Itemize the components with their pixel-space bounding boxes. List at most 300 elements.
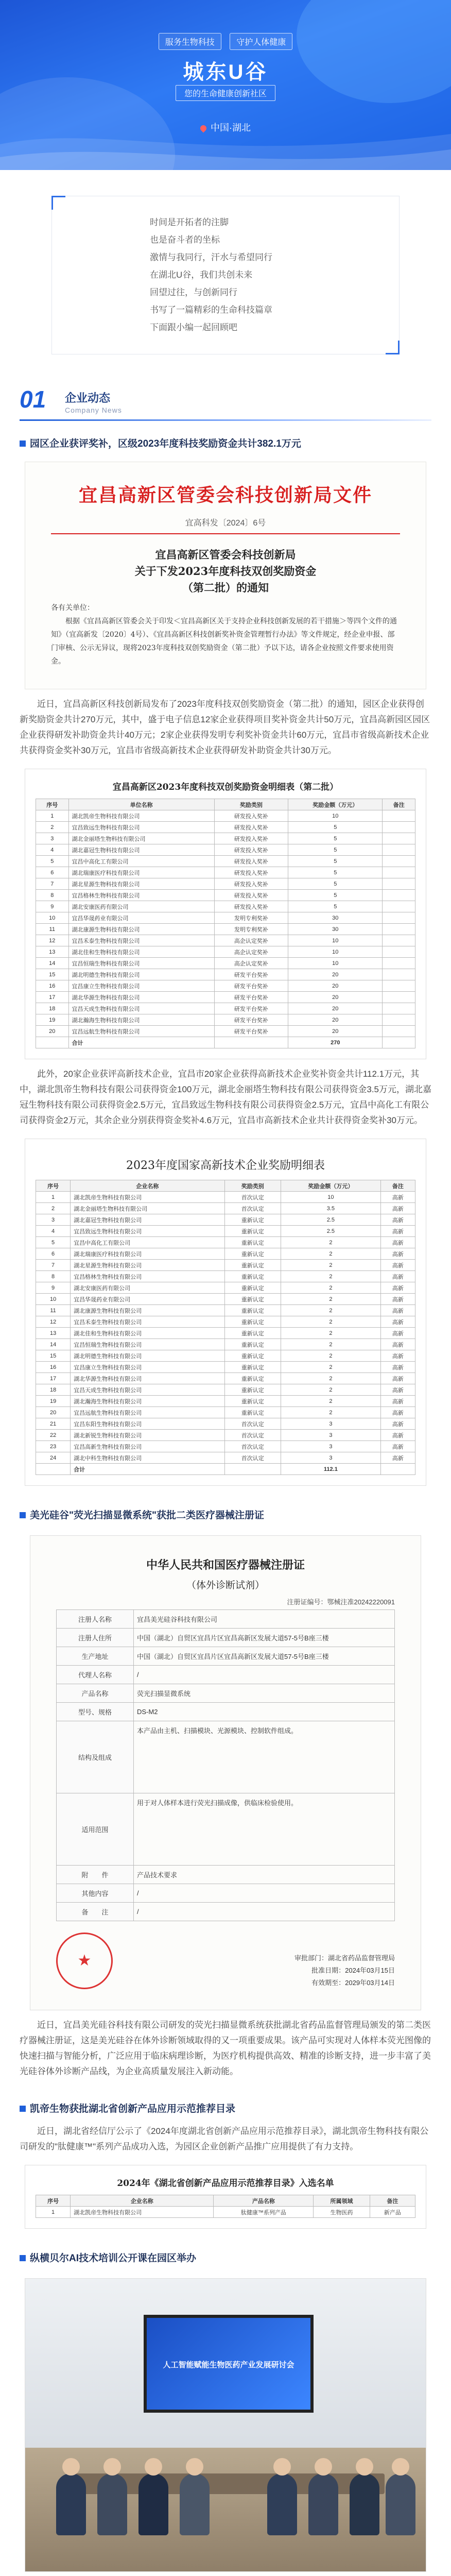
table-row [36, 1452, 415, 1464]
table-cell: 3.5 [281, 1203, 380, 1214]
table-cell: 研发投入奖补 [214, 822, 288, 833]
table-cell: 发明专利奖补 [214, 912, 288, 924]
slogan-line: 时间是开拓者的注脚 [150, 217, 229, 227]
table-row [36, 1362, 415, 1373]
table-cell: 高新 [380, 1237, 415, 1248]
table-header-cell: 序号 [36, 799, 69, 810]
table-cell: 发明专利奖补 [214, 924, 288, 935]
table-cell: 肽健康™系列产品 [214, 2207, 314, 2218]
table-cell: 5 [288, 878, 383, 890]
table-cell: 高新 [380, 1373, 415, 1384]
table-cell [380, 1464, 415, 1475]
table-cell: 湖北瑞康医疗科技有限公司 [71, 1248, 224, 1260]
table-cell: 宜昌致远生物科技有限公司 [71, 1226, 224, 1237]
table-row [36, 1396, 415, 1407]
table-cell: 重新认定 [224, 1328, 281, 1339]
table-cell: 20 [36, 1407, 71, 1418]
table-header-cell: 企业名称 [71, 2195, 214, 2207]
table-cell: 高企认定奖补 [214, 935, 288, 946]
document-red-rule [51, 533, 400, 534]
section-subtitle: Company News [65, 406, 122, 414]
table-cell: 重新认定 [224, 1396, 281, 1407]
table-row [36, 1418, 415, 1430]
table-row [36, 856, 415, 867]
table-cell [383, 1026, 415, 1037]
table-cell: 20 [288, 1026, 383, 1037]
table-cell: 2 [36, 1203, 71, 1214]
table-cell: 14 [36, 1339, 71, 1350]
table-row [36, 1373, 415, 1384]
table-cell: 19 [36, 1014, 69, 1026]
article-paragraph: 近日，湖北省经信厅公示了《2024年度湖北省创新产品应用示范推荐目录》，湖北凯帝生物科技有限公司研发的"肽健康™"系列产品成功入选，为园区企业创新产品推广应用提供了有力支持。 [20, 2126, 429, 2151]
table-cell: 湖北安康医药有限公司 [68, 901, 214, 912]
table-row [36, 878, 415, 890]
certificate-label: 备 注 [57, 1903, 134, 1921]
article-title: 纵横贝尔AI技术培训公开课在园区举办 [20, 2251, 431, 2266]
table-row [36, 1237, 415, 1248]
certificate-label: 结构及组成 [57, 1721, 134, 1793]
certificate-number: 注册证编号：鄂械注准20242220091 [287, 1598, 395, 1606]
table-header-cell: 企业名称 [71, 1180, 224, 1192]
table-row [36, 1037, 415, 1048]
table-cell: 10 [288, 810, 383, 822]
table-cell: 16 [36, 980, 69, 992]
attendee-figure [97, 2473, 127, 2535]
certificate-row [57, 1721, 395, 1793]
table-cell: 高新 [380, 1203, 415, 1214]
certificate-value: 中国（湖北）自贸区宜昌片区宜昌高新区发展大道57-5号B座三楼 [134, 1647, 395, 1666]
location: 中国·湖北 [0, 121, 451, 134]
table-cell: 首次认定 [224, 1203, 281, 1214]
certificate-table [56, 1609, 395, 1921]
certificate-row [57, 1610, 395, 1629]
table-cell: 湖北佳和生物科技有限公司 [68, 946, 214, 958]
table-cell: 湖北星源生物科技有限公司 [68, 878, 214, 890]
table-cell: 高新 [380, 1282, 415, 1294]
table-cell: 重新认定 [224, 1305, 281, 1316]
table-cell: 首次认定 [224, 1192, 281, 1203]
table-cell: 2 [281, 1373, 380, 1384]
table-header-cell: 所属领域 [314, 2195, 370, 2207]
table-cell: 重新认定 [224, 1226, 281, 1237]
table-cell: 2 [36, 822, 69, 833]
table-cell: 宜昌禾泰生物科技有限公司 [71, 1316, 224, 1328]
table-cell: 重新认定 [224, 1350, 281, 1362]
table-cell: 湖北嘉冠生物科技有限公司 [68, 844, 214, 856]
table-cell: 11 [36, 924, 69, 935]
table-cell: 高新 [380, 1430, 415, 1441]
certificate-value: 本产品由主机、扫描模块、光源模块、控制软件组成。 [134, 1721, 395, 1793]
slogan-line: 激情与我同行，汗水与希望同行 [150, 252, 272, 262]
table-cell: 17 [36, 992, 69, 1003]
table-cell: 湖北金丽塔生物科技有限公司 [71, 1203, 224, 1214]
certificate-value: 宜昌美光硅谷科技有限公司 [134, 1610, 395, 1629]
table-header-cell: 备注 [370, 2195, 415, 2207]
table-cell: 5 [288, 890, 383, 901]
table-cell: 15 [36, 969, 69, 980]
table-row [36, 1464, 415, 1475]
table-cell: 湖北明德生物科技有限公司 [71, 1350, 224, 1362]
table-cell: 湖北明德生物科技有限公司 [68, 969, 214, 980]
certificate-value: / [134, 1884, 395, 1903]
table-cell: 宜昌格林生物科技有限公司 [71, 1271, 224, 1282]
table-cell: 重新认定 [224, 1339, 281, 1350]
table-cell: 20 [288, 969, 383, 980]
table-cell: 研发投入奖补 [214, 856, 288, 867]
table-cell: 6 [36, 867, 69, 878]
table-cell: 5 [36, 856, 69, 867]
table-cell [383, 867, 415, 878]
table-cell: 5 [288, 833, 383, 844]
table-cell: 2.5 [281, 1214, 380, 1226]
slogan-line: 下面跟小编一起回顾吧 [150, 323, 237, 332]
certificate-value: / [134, 1666, 395, 1684]
table-cell: 重新认定 [224, 1384, 281, 1396]
article-title: 凯帝生物获批湖北省创新产品应用示范推荐目录 [20, 2102, 431, 2116]
brand-subtitle: 您的生命健康创新社区 [0, 85, 451, 101]
table-cell: 首次认定 [224, 1430, 281, 1441]
table-cell: 22 [36, 1430, 71, 1441]
registration-certificate [30, 1535, 421, 2010]
table-row [36, 1003, 415, 1014]
table-cell: 湖北华源生物科技有限公司 [71, 1373, 224, 1384]
table-cell: 合计 [68, 1037, 214, 1048]
table-cell: 3 [36, 1214, 71, 1226]
table-cell: 2 [281, 1237, 380, 1248]
certificate-label: 生产地址 [57, 1647, 134, 1666]
innovation-table [25, 2165, 426, 2229]
certificate-row [57, 1903, 395, 1921]
table-cell: 研发投入奖补 [214, 867, 288, 878]
table-cell: 高新 [380, 1452, 415, 1464]
table-row [36, 1305, 415, 1316]
certificate-subtitle: （体外诊断试剂） [186, 1580, 265, 1591]
certificate-row [57, 1684, 395, 1703]
document-paragraph: 根据《宜昌高新区管委会关于印发＜宜昌高新区关于支持企业科技创新发展的若干措施＞等四个文件的通知》（宜高新发〔2020〕4号）、《宜昌高新区科技创新奖补资金管理暂行办法》等文件规定，经企业申报、部门审核、公示无异议，现将2023年度科技双创奖励资金（第二批）予以下达，请各企业按照文件要求使用资金。 [51, 617, 397, 666]
table-header-cell: 奖励类别 [224, 1180, 281, 1192]
certificate-label: 注册人住所 [57, 1629, 134, 1647]
certificate-footer [56, 1933, 395, 1989]
table-cell: 15 [36, 1350, 71, 1362]
table-cell: 宜昌康立生物科技有限公司 [71, 1362, 224, 1373]
data-table [36, 1180, 415, 1475]
table-row [36, 980, 415, 992]
document-body [51, 601, 400, 668]
table-cell: 宜昌格林生物科技有限公司 [68, 890, 214, 901]
table-row [36, 2207, 415, 2218]
document-number: 宜高科发〔2024〕6号 [185, 519, 266, 528]
table-cell: 20 [288, 980, 383, 992]
table-cell: 30 [288, 924, 383, 935]
certificate-value: 产品技术要求 [134, 1866, 395, 1884]
grant-table-2 [25, 1139, 426, 1486]
document-title: 宜昌高新区管委会科技创新局 关于下发2023年度科技双创奖励资金 （第二批）的通知 [134, 548, 317, 594]
data-table [36, 799, 415, 1048]
table-row [36, 1203, 415, 1214]
table-row [36, 1014, 415, 1026]
table-cell: 2 [281, 1248, 380, 1260]
table-cell: 高新 [380, 1260, 415, 1271]
table-row [36, 1441, 415, 1452]
table-cell: 4 [36, 1226, 71, 1237]
table-row [36, 1282, 415, 1294]
table-header-row [36, 799, 415, 810]
table-cell: 研发平台奖补 [214, 969, 288, 980]
article-training [20, 2251, 431, 2576]
attendee-figure [386, 2473, 415, 2535]
table-row [36, 901, 415, 912]
certificate-label: 适用范围 [57, 1793, 134, 1866]
table-cell: 高新 [380, 1305, 415, 1316]
table-cell: 重新认定 [224, 1271, 281, 1282]
table-cell: 高新 [380, 1396, 415, 1407]
table-cell [383, 810, 415, 822]
attendee-head [273, 2458, 291, 2476]
table-row [36, 924, 415, 935]
table-row [36, 1226, 415, 1237]
table-cell: 7 [36, 1260, 71, 1271]
certificate-row [57, 1793, 395, 1866]
attendee-figure [350, 2473, 379, 2535]
table-cell: 研发投入奖补 [214, 901, 288, 912]
certificate-value: 中国（湖北）自贸区宜昌片区宜昌高新区发展大道57-5号B座三楼 [134, 1629, 395, 1647]
table-cell: 1 [36, 2207, 71, 2218]
table-cell: 24 [36, 1452, 71, 1464]
table-cell: 新产品 [370, 2207, 415, 2218]
table-cell: 高新 [380, 1441, 415, 1452]
table-row [36, 935, 415, 946]
table-header-cell: 序号 [36, 2195, 71, 2207]
table-cell: 18 [36, 1003, 69, 1014]
table-row [36, 1384, 415, 1396]
table-cell: 研发投入奖补 [214, 878, 288, 890]
table-cell [383, 969, 415, 980]
table-cell: 23 [36, 1441, 71, 1452]
table-cell: 宜昌东阳生物科技有限公司 [71, 1418, 224, 1430]
attendee-head [392, 2458, 409, 2476]
attendee-head [315, 2458, 332, 2476]
table-cell: 30 [288, 912, 383, 924]
table-cell: 首次认定 [224, 1452, 281, 1464]
table-cell: 2 [281, 1271, 380, 1282]
table-cell [383, 992, 415, 1003]
table-row [36, 810, 415, 822]
certificate-label: 产品名称 [57, 1684, 134, 1703]
table-header-cell: 备注 [380, 1180, 415, 1192]
section-number: 01 [20, 386, 46, 413]
table-cell [383, 924, 415, 935]
table-cell: 20 [36, 1026, 69, 1037]
presentation-screen [144, 2315, 314, 2413]
table-cell [383, 912, 415, 924]
table-row [36, 890, 415, 901]
table-cell: 13 [36, 946, 69, 958]
table-cell: 生物医药 [314, 2207, 370, 2218]
attendee-head [186, 2458, 203, 2476]
table-row [36, 1294, 415, 1305]
table-cell: 2 [281, 1362, 380, 1373]
table-cell: 8 [36, 890, 69, 901]
table-cell: 宜昌中高化工有限公司 [68, 856, 214, 867]
table-row [36, 992, 415, 1003]
certificate-row [57, 1884, 395, 1903]
brand-title: 城东U谷 [183, 61, 268, 83]
table-cell: 宜昌远航生物科技有限公司 [71, 1407, 224, 1418]
table-cell: 5 [288, 844, 383, 856]
table-row [36, 1430, 415, 1441]
table-cell: 湖北佳和生物科技有限公司 [71, 1328, 224, 1339]
slogan-line: 书写了一篇精彩的生命科技篇章 [150, 305, 272, 315]
training-photo [25, 2278, 426, 2572]
table-cell: 宜昌远航生物科技有限公司 [68, 1026, 214, 1037]
table-cell: 高新 [380, 1339, 415, 1350]
table-cell: 12 [36, 935, 69, 946]
certificate-row [57, 1629, 395, 1647]
table-cell: 湖北凯帝生物科技有限公司 [71, 1192, 224, 1203]
document-header: 宜昌高新区管委会科技创新局文件 [78, 484, 372, 506]
table-cell: 5 [288, 901, 383, 912]
table-cell: 高新 [380, 1407, 415, 1418]
article-grants [20, 437, 431, 1486]
table-cell: 5 [36, 1237, 71, 1248]
table-cell: 湖北康源生物科技有限公司 [71, 1305, 224, 1316]
table-header-cell: 奖励金额（万元） [281, 1180, 380, 1192]
table-cell: 研发平台奖补 [214, 1014, 288, 1026]
table-cell: 14 [36, 958, 69, 969]
table-cell [383, 958, 415, 969]
table-cell: 研发平台奖补 [214, 992, 288, 1003]
table-cell: 6 [36, 1248, 71, 1260]
table-cell: 2 [281, 1294, 380, 1305]
article-paragraph: 近日，宜昌高新区科技创新局发布了2023年度科技双创奖励资金（第二批）的通知，园区企业获得创新奖励资金共计270万元，其中，盛于电子信息12家企业获得项目奖补资金共计50万元，宜昌高新园区园区企业获得研发补助资金共计40万元；2家企业获得发明专利奖补资金共计60万元，宜昌市省级高新技术企业共获得资金奖补30万元，宜昌市省级高新技术企业获得研发补助资金共计30万元。 [20, 699, 430, 755]
table-row [36, 1339, 415, 1350]
table-caption: 2024年《湖北省创新产品应用示范推荐目录》入选名单 [117, 2178, 334, 2189]
header-banner [0, 0, 451, 170]
table-header-row [36, 1180, 415, 1192]
table-cell: 重新认定 [224, 1373, 281, 1384]
table-cell: 13 [36, 1328, 71, 1339]
table-cell: 重新认定 [224, 1260, 281, 1271]
table-cell: 5 [288, 856, 383, 867]
table-cell: 湖北华源生物科技有限公司 [68, 992, 214, 1003]
certificate-row [57, 1666, 395, 1684]
data-table [36, 2195, 415, 2218]
certificate-row [57, 1647, 395, 1666]
table-cell: 高新 [380, 1294, 415, 1305]
table-caption: 宜昌高新区2023年度科技双创奖励资金明细表（第二批） [112, 782, 339, 792]
table-cell: 湖北新锐生物科技有限公司 [71, 1430, 224, 1441]
attendee-head [145, 2458, 162, 2476]
table-cell: 宜昌康立生物科技有限公司 [68, 980, 214, 992]
section-title: 企业动态 [65, 392, 111, 404]
table-cell: 3 [281, 1452, 380, 1464]
table-cell: 重新认定 [224, 1316, 281, 1328]
table-cell: 高新 [380, 1328, 415, 1339]
table-cell: 5 [288, 867, 383, 878]
table-cell: 宜昌恒瑞生物科技有限公司 [68, 958, 214, 969]
table-cell: 湖北凯帝生物科技有限公司 [71, 2207, 214, 2218]
table-cell [383, 1037, 415, 1048]
table-row [36, 1026, 415, 1037]
table-cell: 4 [36, 844, 69, 856]
certificate-row [57, 1866, 395, 1884]
banner-tags [0, 33, 451, 50]
table-row [36, 946, 415, 958]
table-header-row [36, 2195, 415, 2207]
table-cell: 研发投入奖补 [214, 810, 288, 822]
table-cell: 重新认定 [224, 1248, 281, 1260]
table-cell: 高新 [380, 1192, 415, 1203]
screen-title: 人工智能赋能生物医药产业发展研讨会 [163, 2361, 294, 2369]
table-cell: 9 [36, 1282, 71, 1294]
table-cell [383, 1014, 415, 1026]
table-cell: 研发平台奖补 [214, 1026, 288, 1037]
official-seal-icon [56, 1933, 113, 1989]
table-cell: 高新 [380, 1362, 415, 1373]
article-paragraph: 此外，20家企业获评高新技术企业，宜昌市20家企业获得高新技术企业奖补资金共计112.1万元，其中，湖北凯帝生物科技有限公司获得资金100万元，湖北金丽塔生物科技有限公司获得资金3.5万元，湖北嘉冠生物科技有限公司获得资金2.5万元，宜昌致远生物科技有限公司获得资金2.5万元，宜昌中高化工有限公司获得资金2万元，其余企业分别获得资金奖补4.6万元，宜昌市高新技术企业共计获得资金奖补30万元。 [20, 1069, 431, 1125]
article-title: 美光硅谷"荧光扫描显微系统"获批二类医疗器械注册证 [20, 1509, 431, 1523]
table-cell: 20 [288, 1014, 383, 1026]
table-cell: 2 [281, 1339, 380, 1350]
official-document [25, 462, 426, 689]
table-cell: 高新 [380, 1248, 415, 1260]
table-row [36, 1214, 415, 1226]
table-cell: 21 [36, 1418, 71, 1430]
table-cell: 重新认定 [224, 1362, 281, 1373]
table-cell: 宜昌高新生物科技有限公司 [71, 1441, 224, 1452]
table-cell: 5 [288, 822, 383, 833]
table-cell: 湖北嘉冠生物科技有限公司 [71, 1214, 224, 1226]
location-pin-icon [199, 124, 208, 133]
table-cell: 重新认定 [224, 1407, 281, 1418]
table-cell: 湖北瀚海生物科技有限公司 [71, 1396, 224, 1407]
slogan-line: 也是奋斗者的坐标 [150, 235, 220, 245]
attendee-head [103, 2458, 121, 2476]
attendee-figure [138, 2473, 168, 2535]
table-cell: 高新 [380, 1271, 415, 1282]
table-cell [36, 1464, 71, 1475]
grant-table-1 [25, 769, 426, 1059]
table-cell: 湖北安康医药有限公司 [71, 1282, 224, 1294]
table-cell: 高新 [380, 1226, 415, 1237]
attendee-figure [56, 2473, 86, 2535]
table-cell: 2 [281, 1384, 380, 1396]
table-cell: 3 [281, 1441, 380, 1452]
table-cell: 112.1 [281, 1464, 380, 1475]
table-cell: 17 [36, 1373, 71, 1384]
certificate-title: 中华人民共和国医疗器械注册证 [146, 1558, 305, 1572]
table-header-cell: 奖励类别 [214, 799, 288, 810]
table-cell: 重新认定 [224, 1214, 281, 1226]
table-cell: 3 [281, 1430, 380, 1441]
table-cell: 高新 [380, 1384, 415, 1396]
article-certificate [20, 1509, 431, 2079]
table-cell: 宜昌恒瑞生物科技有限公司 [71, 1339, 224, 1350]
table-cell [383, 890, 415, 901]
slogan-box [51, 196, 400, 354]
table-cell: 研发平台奖补 [214, 980, 288, 992]
table-cell: 10 [36, 912, 69, 924]
table-cell: 湖北中科生物科技有限公司 [71, 1452, 224, 1464]
table-caption: 2023年度国家高新技术企业奖励明细表 [126, 1159, 325, 1172]
table-cell: 10 [288, 946, 383, 958]
article-innovation [20, 2102, 431, 2229]
document-salutation: 各有关单位： [51, 604, 94, 612]
table-header-cell: 产品名称 [214, 2195, 314, 2207]
banner-tag: 服务生物科技 [159, 33, 221, 50]
certificate-value: DS-M2 [134, 1703, 395, 1721]
table-cell: 首次认定 [224, 1418, 281, 1430]
